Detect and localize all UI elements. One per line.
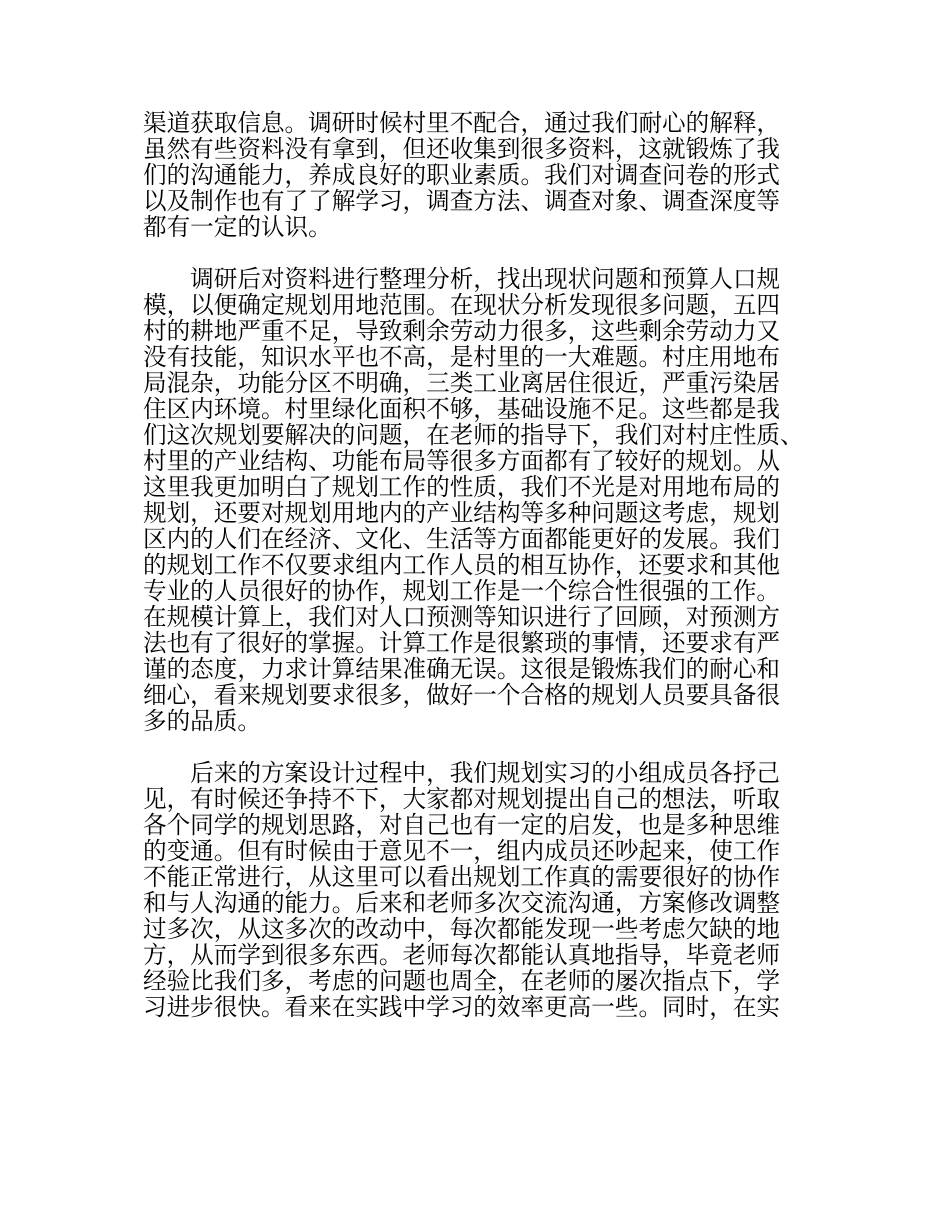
text-line: 虽然有些资料没有拿到，但还收集到很多资料，这就锻炼了我	[143, 135, 781, 163]
text-line: 村的耕地严重不足，导致剩余劳动力很多，这些剩余劳动力又	[143, 317, 781, 345]
text-line: 多的品质。	[143, 707, 261, 735]
text-line: 住区内环境。村里绿化面积不够，基础设施不足。这些都是我	[143, 395, 781, 423]
text-line: 经验比我们多，考虑的问题也周全，在老师的屡次指点下，学	[143, 967, 781, 995]
text-line: 谨的态度，力求计算结果准确无误。这很是锻炼我们的耐心和	[143, 655, 781, 683]
text-line: 没有技能，知识水平也不高，是村里的一大难题。村庄用地布	[143, 343, 781, 371]
text-line: 这里我更加明白了规划工作的性质，我们不光是对用地布局的	[143, 473, 781, 501]
text-line: 局混杂，功能分区不明确，三类工业离居住很近，严重污染居	[143, 369, 781, 397]
text-line: 法也有了很好的掌握。计算工作是很繁琐的事情，还要求有严	[143, 629, 781, 657]
text-line: 以及制作也有了了解学习，调查方法、调查对象、调查深度等	[143, 187, 781, 215]
text-line: 过多次，从这多次的改动中，每次都能发现一些考虑欠缺的地	[143, 915, 781, 943]
text-line: 习进步很快。看来在实践中学习的效率更高一些。同时，在实	[143, 993, 781, 1021]
document-page	[143, 110, 833, 1020]
text-line: 规划，还要对规划用地内的产业结构等多种问题这考虑，规划	[143, 499, 781, 527]
text-line: 方，从而学到很多东西。老师每次都能认真地指导，毕竟老师	[143, 941, 781, 969]
text-line: 们这次规划要解决的问题，在老师的指导下，我们对村庄性质、	[143, 421, 804, 449]
text-line: 们的沟通能力，养成良好的职业素质。我们对调查问卷的形式	[143, 161, 781, 189]
text-line: 调研后对资料进行整理分析，找出现状问题和预算人口规	[143, 265, 781, 293]
text-line: 各个同学的规划思路，对自己也有一定的启发，也是多种思维	[143, 811, 781, 839]
paragraph-1	[143, 110, 833, 240]
text-line: 和与人沟通的能力。后来和老师多次交流沟通，方案修改调整	[143, 889, 781, 917]
text-line: 模，以便确定规划用地范围。在现状分析发现很多问题，五四	[143, 291, 781, 319]
text-line: 渠道获取信息。调研时候村里不配合，通过我们耐心的解释，	[143, 109, 781, 137]
text-line: 在规模计算上，我们对人口预测等知识进行了回顾，对预测方	[143, 603, 781, 631]
paragraph-3	[143, 760, 833, 1020]
text-line: 都有一定的认识。	[143, 213, 332, 241]
text-line: 的变通。但有时候由于意见不一，组内成员还吵起来，使工作	[143, 837, 781, 865]
text-line: 不能正常进行，从这里可以看出规划工作真的需要很好的协作	[143, 863, 781, 891]
text-line: 的规划工作不仅要求组内工作人员的相互协作，还要求和其他	[143, 551, 781, 579]
paragraph-2	[143, 266, 833, 734]
text-line: 后来的方案设计过程中，我们规划实习的小组成员各抒己	[143, 759, 781, 787]
text-line: 专业的人员很好的协作，规划工作是一个综合性很强的工作。	[143, 577, 781, 605]
text-line: 细心，看来规划要求很多，做好一个合格的规划人员要具备很	[143, 681, 781, 709]
text-line: 见，有时候还争持不下，大家都对规划提出自己的想法，听取	[143, 785, 781, 813]
text-line: 村里的产业结构、功能布局等很多方面都有了较好的规划。从	[143, 447, 781, 475]
text-line: 区内的人们在经济、文化、生活等方面都能更好的发展。我们	[143, 525, 781, 553]
